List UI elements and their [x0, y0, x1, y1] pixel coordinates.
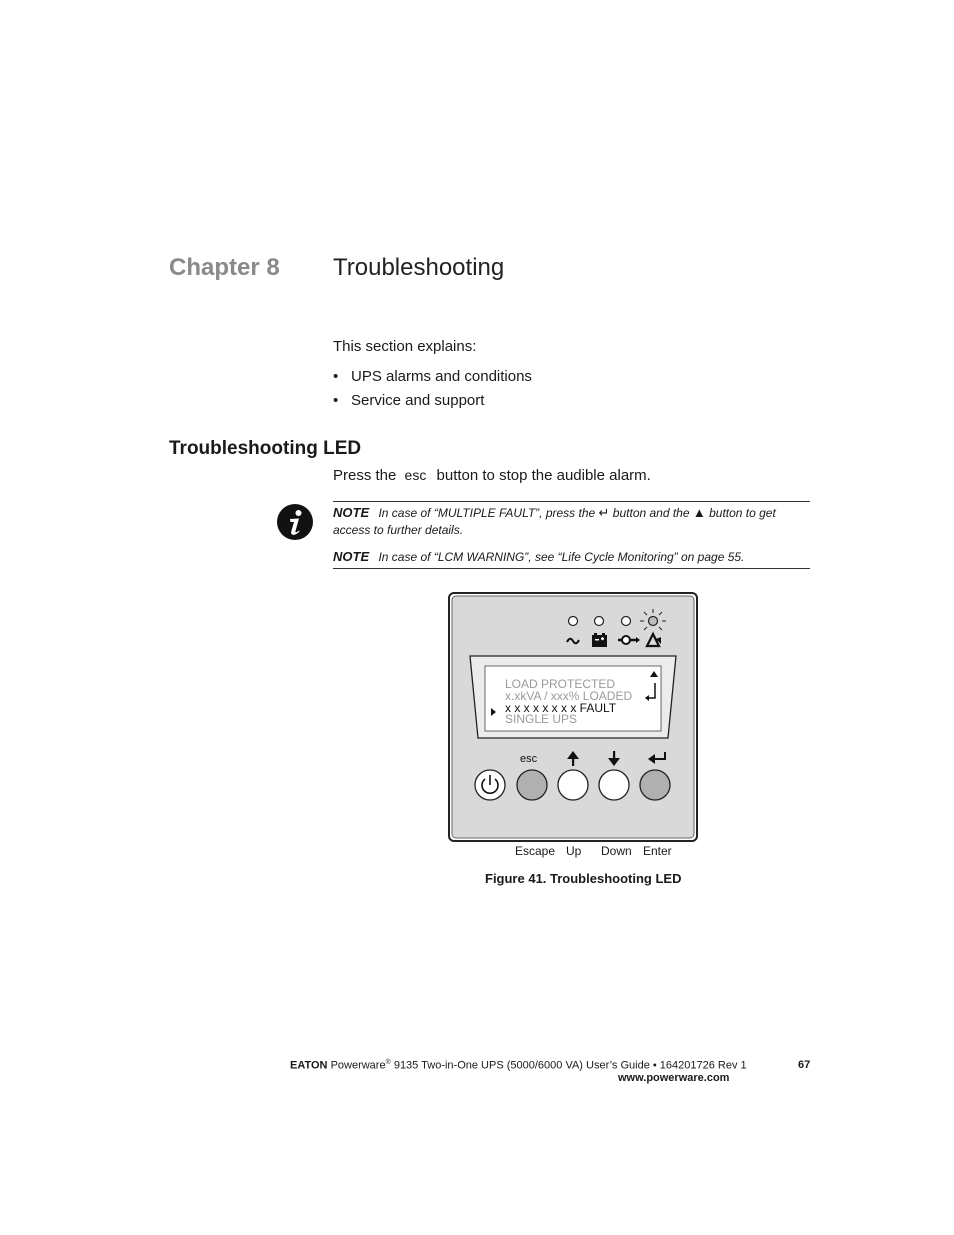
control-panel-figure: [447, 591, 701, 850]
up-arrow-icon: ▲: [692, 505, 706, 520]
note-label: NOTE: [333, 549, 370, 564]
note-text-part1: In case of “MULTIPLE FAULT”, press the: [378, 506, 596, 520]
enter-button-label: Enter: [643, 844, 672, 858]
escape-button-label: Escape: [515, 844, 556, 858]
esc-key-label: esc: [404, 467, 427, 483]
note-bottom-rule: [333, 568, 810, 569]
down-button[interactable]: [599, 770, 629, 800]
footer-reg-mark: ®: [385, 1059, 391, 1066]
footer-url[interactable]: www.powerware.com: [618, 1072, 730, 1084]
footer-line: [290, 1059, 747, 1072]
note-text-part3: button to get access to further details.: [333, 506, 776, 537]
lcd-line-4: SINGLE UPS: [505, 712, 578, 726]
note-text: In case of “LCM WARNING”, see “Life Cycle Monitoring” on page 55.: [378, 550, 745, 564]
esc-label: esc: [520, 753, 538, 765]
press-suffix: button to stop the audible alarm.: [436, 467, 651, 484]
note-text-part2: button and the: [612, 506, 690, 520]
press-instruction: [333, 467, 651, 484]
lcd-line-2: x.xkVA / xxx% LOADED: [505, 689, 633, 703]
figure-caption: Figure 41. Troubleshooting LED: [485, 871, 682, 886]
footer-title: 9135 Two-in-One UPS (5000/6000 VA) User’s Guide • 164201726 Rev 1: [390, 1059, 747, 1072]
press-prefix: Press the: [333, 467, 397, 484]
bullet-text: UPS alarms and conditions: [351, 368, 532, 385]
bullet-item: • Service and support: [333, 392, 485, 409]
note-lcm-warning: [333, 548, 810, 566]
up-button[interactable]: [558, 770, 588, 800]
note-top-rule: [333, 501, 810, 502]
led-bypass: [622, 617, 631, 626]
enter-button[interactable]: [640, 770, 670, 800]
note-multiple-fault: [333, 504, 810, 539]
bullet-item: • UPS alarms and conditions: [333, 368, 532, 385]
lcd-line-1: LOAD PROTECTED: [505, 677, 616, 691]
battery-icon: [592, 633, 607, 647]
lcd-line-3: x x x x x x x x FAULT: [505, 701, 617, 715]
note-label: NOTE: [333, 505, 370, 520]
down-button-label: Down: [601, 844, 632, 858]
section-heading: Troubleshooting LED: [169, 438, 362, 459]
led-alarm-lit: [649, 617, 658, 626]
intro-text: This section explains:: [333, 338, 477, 355]
led-normal: [569, 617, 578, 626]
footer-product: Powerware: [330, 1059, 386, 1072]
footer-brand: EATON: [290, 1059, 328, 1072]
page-number: 67: [798, 1059, 811, 1071]
led-battery: [595, 617, 604, 626]
enter-arrow-icon: ↵: [598, 505, 610, 520]
chapter-label: Chapter 8: [169, 254, 280, 281]
bullet-text: Service and support: [351, 392, 485, 409]
up-button-label: Up: [566, 844, 582, 858]
info-icon: [276, 503, 314, 546]
chapter-title: Troubleshooting: [333, 254, 505, 281]
escape-button[interactable]: [517, 770, 547, 800]
